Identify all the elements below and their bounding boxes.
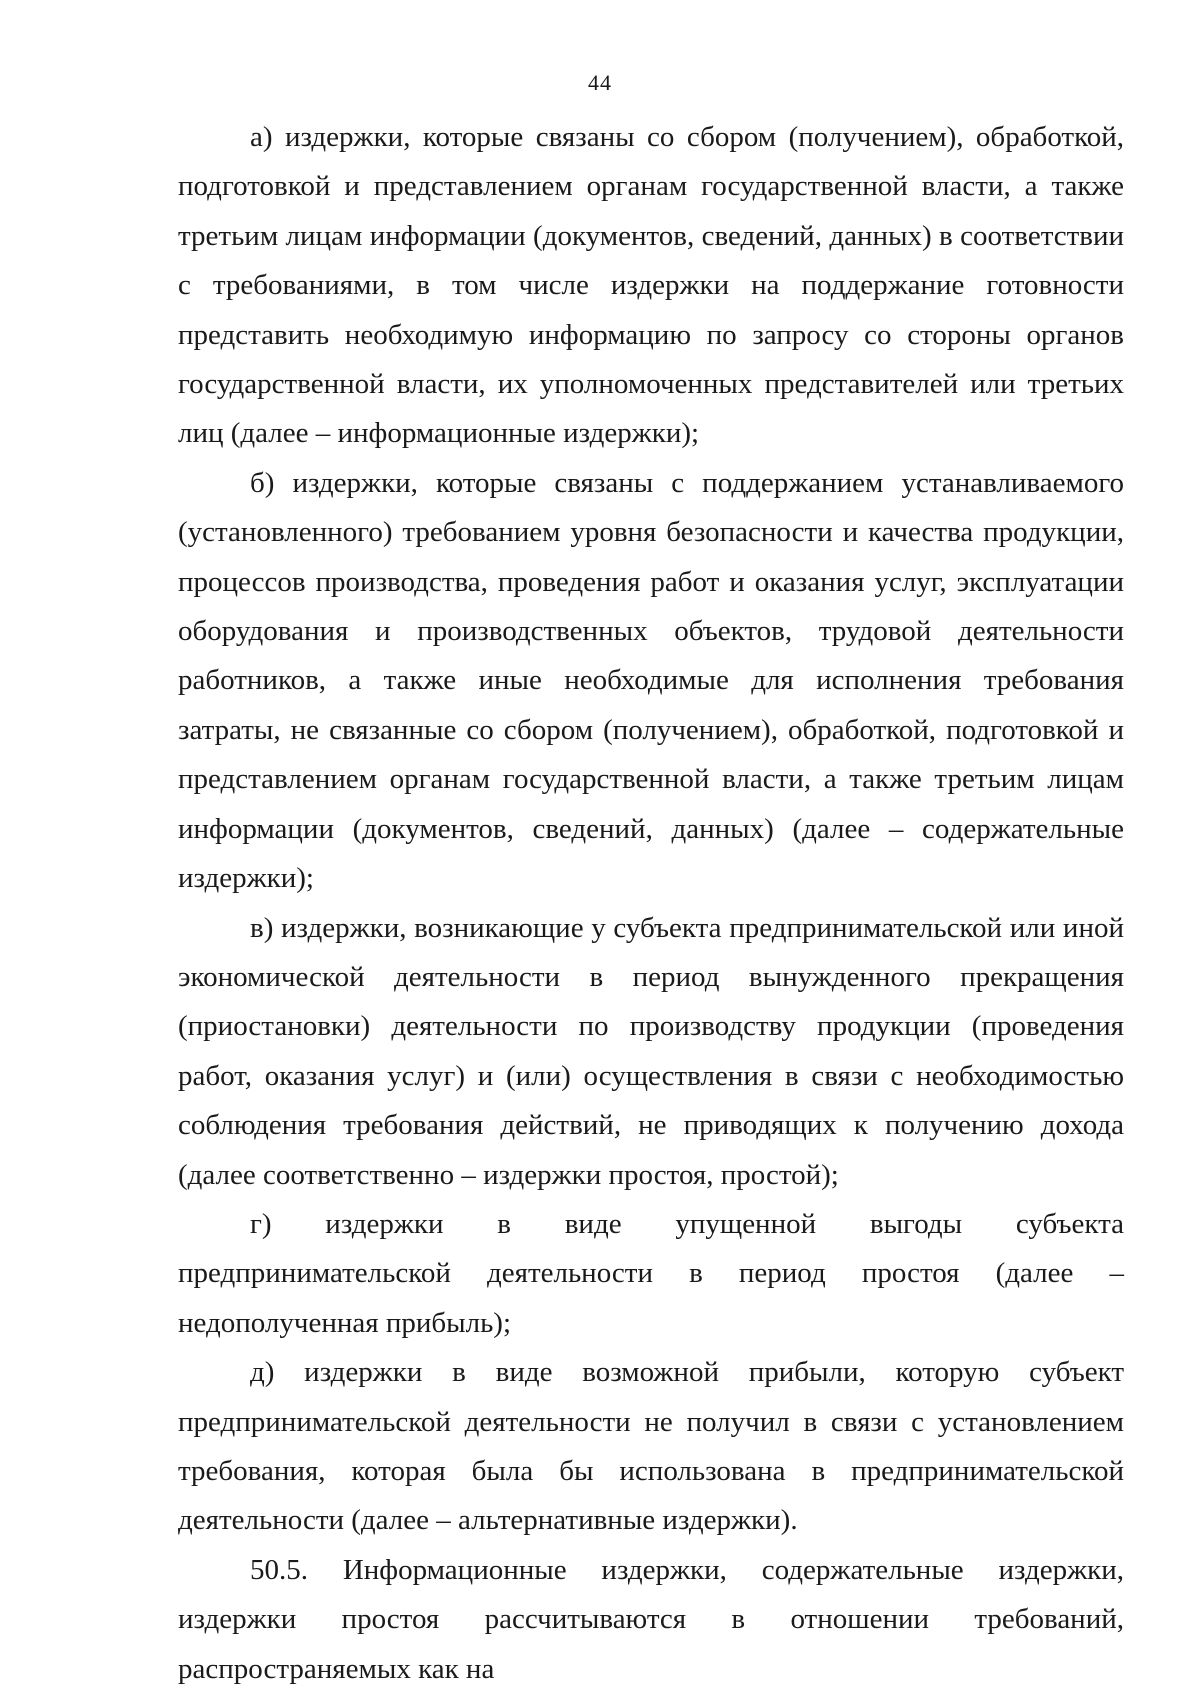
paragraph-item-d: д) издержки в виде возможной прибыли, которую субъект предпринимательской деятельности не получил в связи с установлением требования, которая была бы использована в предпринимательской деятельности (далее – альтернативные издержки). <box>178 1356 1124 1537</box>
paragraph-50-5: 50.5. Информационные издержки, содержательные издержки, издержки простоя рассчитываются в отношении требований, распространяемых как на <box>178 1553 1124 1685</box>
paragraph-item-v: в) издержки, возникающие у субъекта предпринимательской или иной экономической деятельности в период вынужденного прекращения (приостановки) деятельности по производству продукции (проведения работ, оказания услуг) и (или) осуществления в связи с необходимостью соблюдения требования действий, не приводящих к получению дохода (далее соответственно – издержки простоя, простой); <box>178 911 1124 1191</box>
document-body <box>178 113 1124 1694</box>
paragraph-item-g: г) издержки в виде упущенной выгоды субъекта предпринимательской деятельности в период простоя (далее – недополученная прибыль); <box>178 1207 1124 1339</box>
paragraph-item-a: а) издержки, которые связаны со сбором (получением), обработкой, подготовкой и представлением органам государственной власти, а также третьим лицам информации (документов, сведений, данных) в соответствии с требованиями, в том числе издержки на поддержание готовности представить необходимую информацию по запросу со стороны органов государственной власти, их уполномоченных представителей или третьих лиц (далее – информационные издержки); <box>178 121 1124 450</box>
paragraph-item-b: б) издержки, которые связаны с поддержанием устанавливаемого (установленного) требованием уровня безопасности и качества продукции, процессов производства, проведения работ и оказания услуг, эксплуатации оборудования и производственных объектов, трудовой деятельности работников, а также иные необходимые для исполнения требования затраты, не связанные со сбором (получением), обработкой, подготовкой и представлением органам государственной власти, а также третьим лицам информации (документов, сведений, данных) (далее – содержательные издержки); <box>178 466 1124 895</box>
page-number: 44 <box>588 70 612 95</box>
